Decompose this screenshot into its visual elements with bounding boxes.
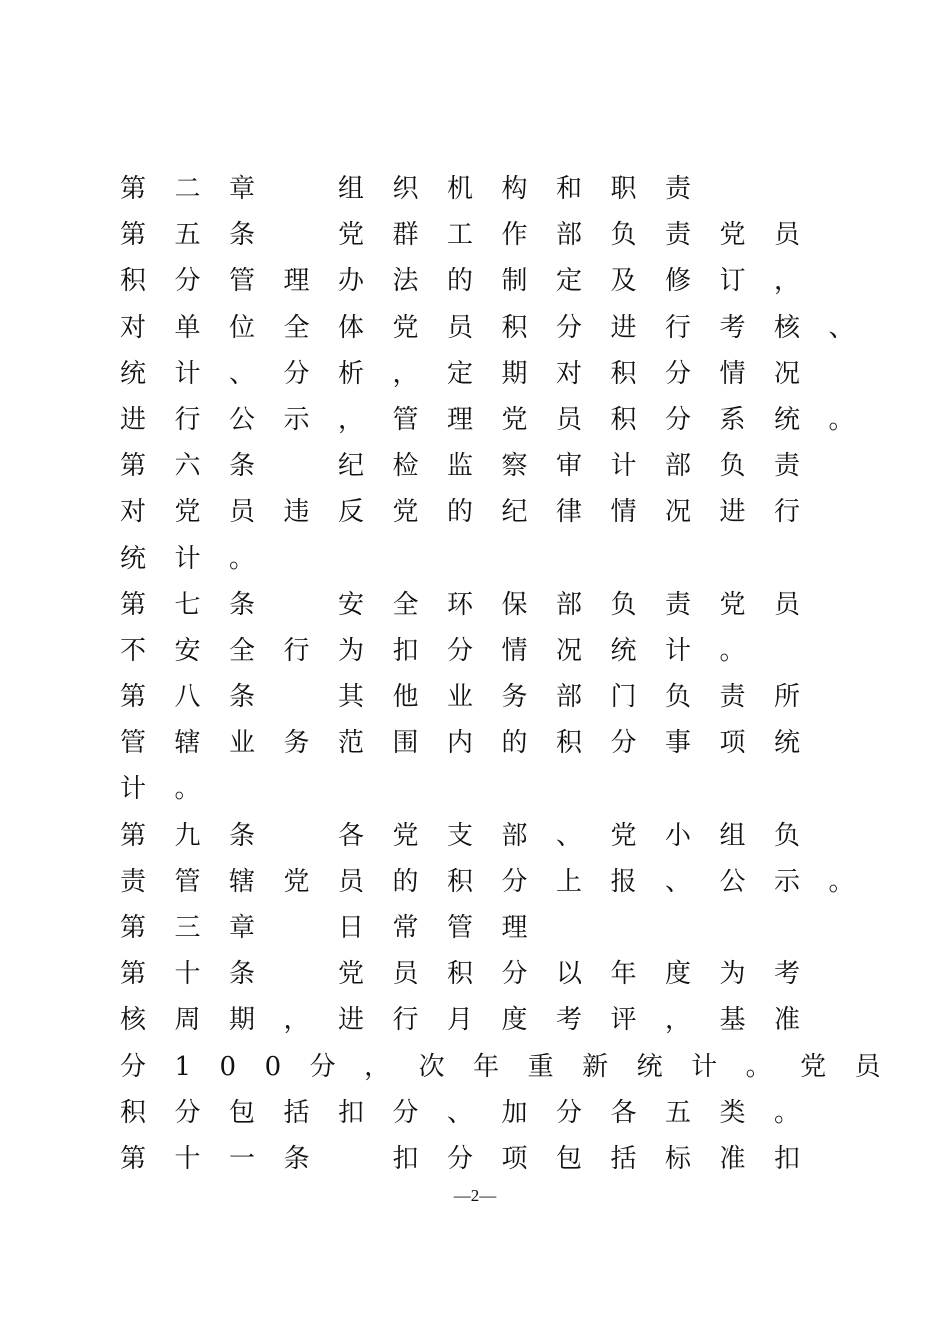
article-line: 第十条 党员积分以年度为考: [120, 959, 829, 990]
chapter-heading: 第三章 日常管理: [120, 913, 557, 943]
article-line: 不安全行为扣分情况统计。: [120, 635, 775, 666]
chapter-heading: 第二章 组织机构和职责: [120, 174, 720, 204]
article-line: 第六条 纪检监察审计部负责: [120, 451, 829, 482]
article-line: 第七条 安全环保部负责党员: [120, 589, 829, 620]
article-line: 分100分，次年重新统计。党员: [120, 1051, 910, 1082]
article-line: 进行公示，管理党员积分系统。: [120, 404, 884, 435]
article-line: 核周期，进行月度考评，基准: [120, 1005, 829, 1036]
article-line: 第五条 党群工作部负责党员: [120, 220, 829, 251]
article-line: 计。: [120, 774, 230, 805]
article-line: 积分管理办法的制定及修订，: [120, 266, 829, 297]
article-line: 统计、分析，定期对积分情况: [120, 358, 829, 389]
page-number: —2—: [453, 1186, 497, 1205]
article-line: 对单位全体党员积分进行考核、: [120, 312, 884, 343]
article-line: 积分包括扣分、加分各五类。: [120, 1097, 829, 1128]
article-line: 第八条 其他业务部门负责所: [120, 682, 829, 713]
article-line: 管辖业务范围内的积分事项统: [120, 728, 829, 759]
article-line: 责管辖党员的积分上报、公示。: [120, 866, 884, 897]
article-line: 统计。: [120, 543, 284, 574]
article-line: 第十一条 扣分项包括标准扣: [120, 1143, 829, 1174]
article-line: 第九条 各党支部、党小组负: [120, 820, 829, 851]
document-body: [120, 166, 910, 1182]
article-line: 对党员违反党的纪律情况进行: [120, 497, 829, 528]
